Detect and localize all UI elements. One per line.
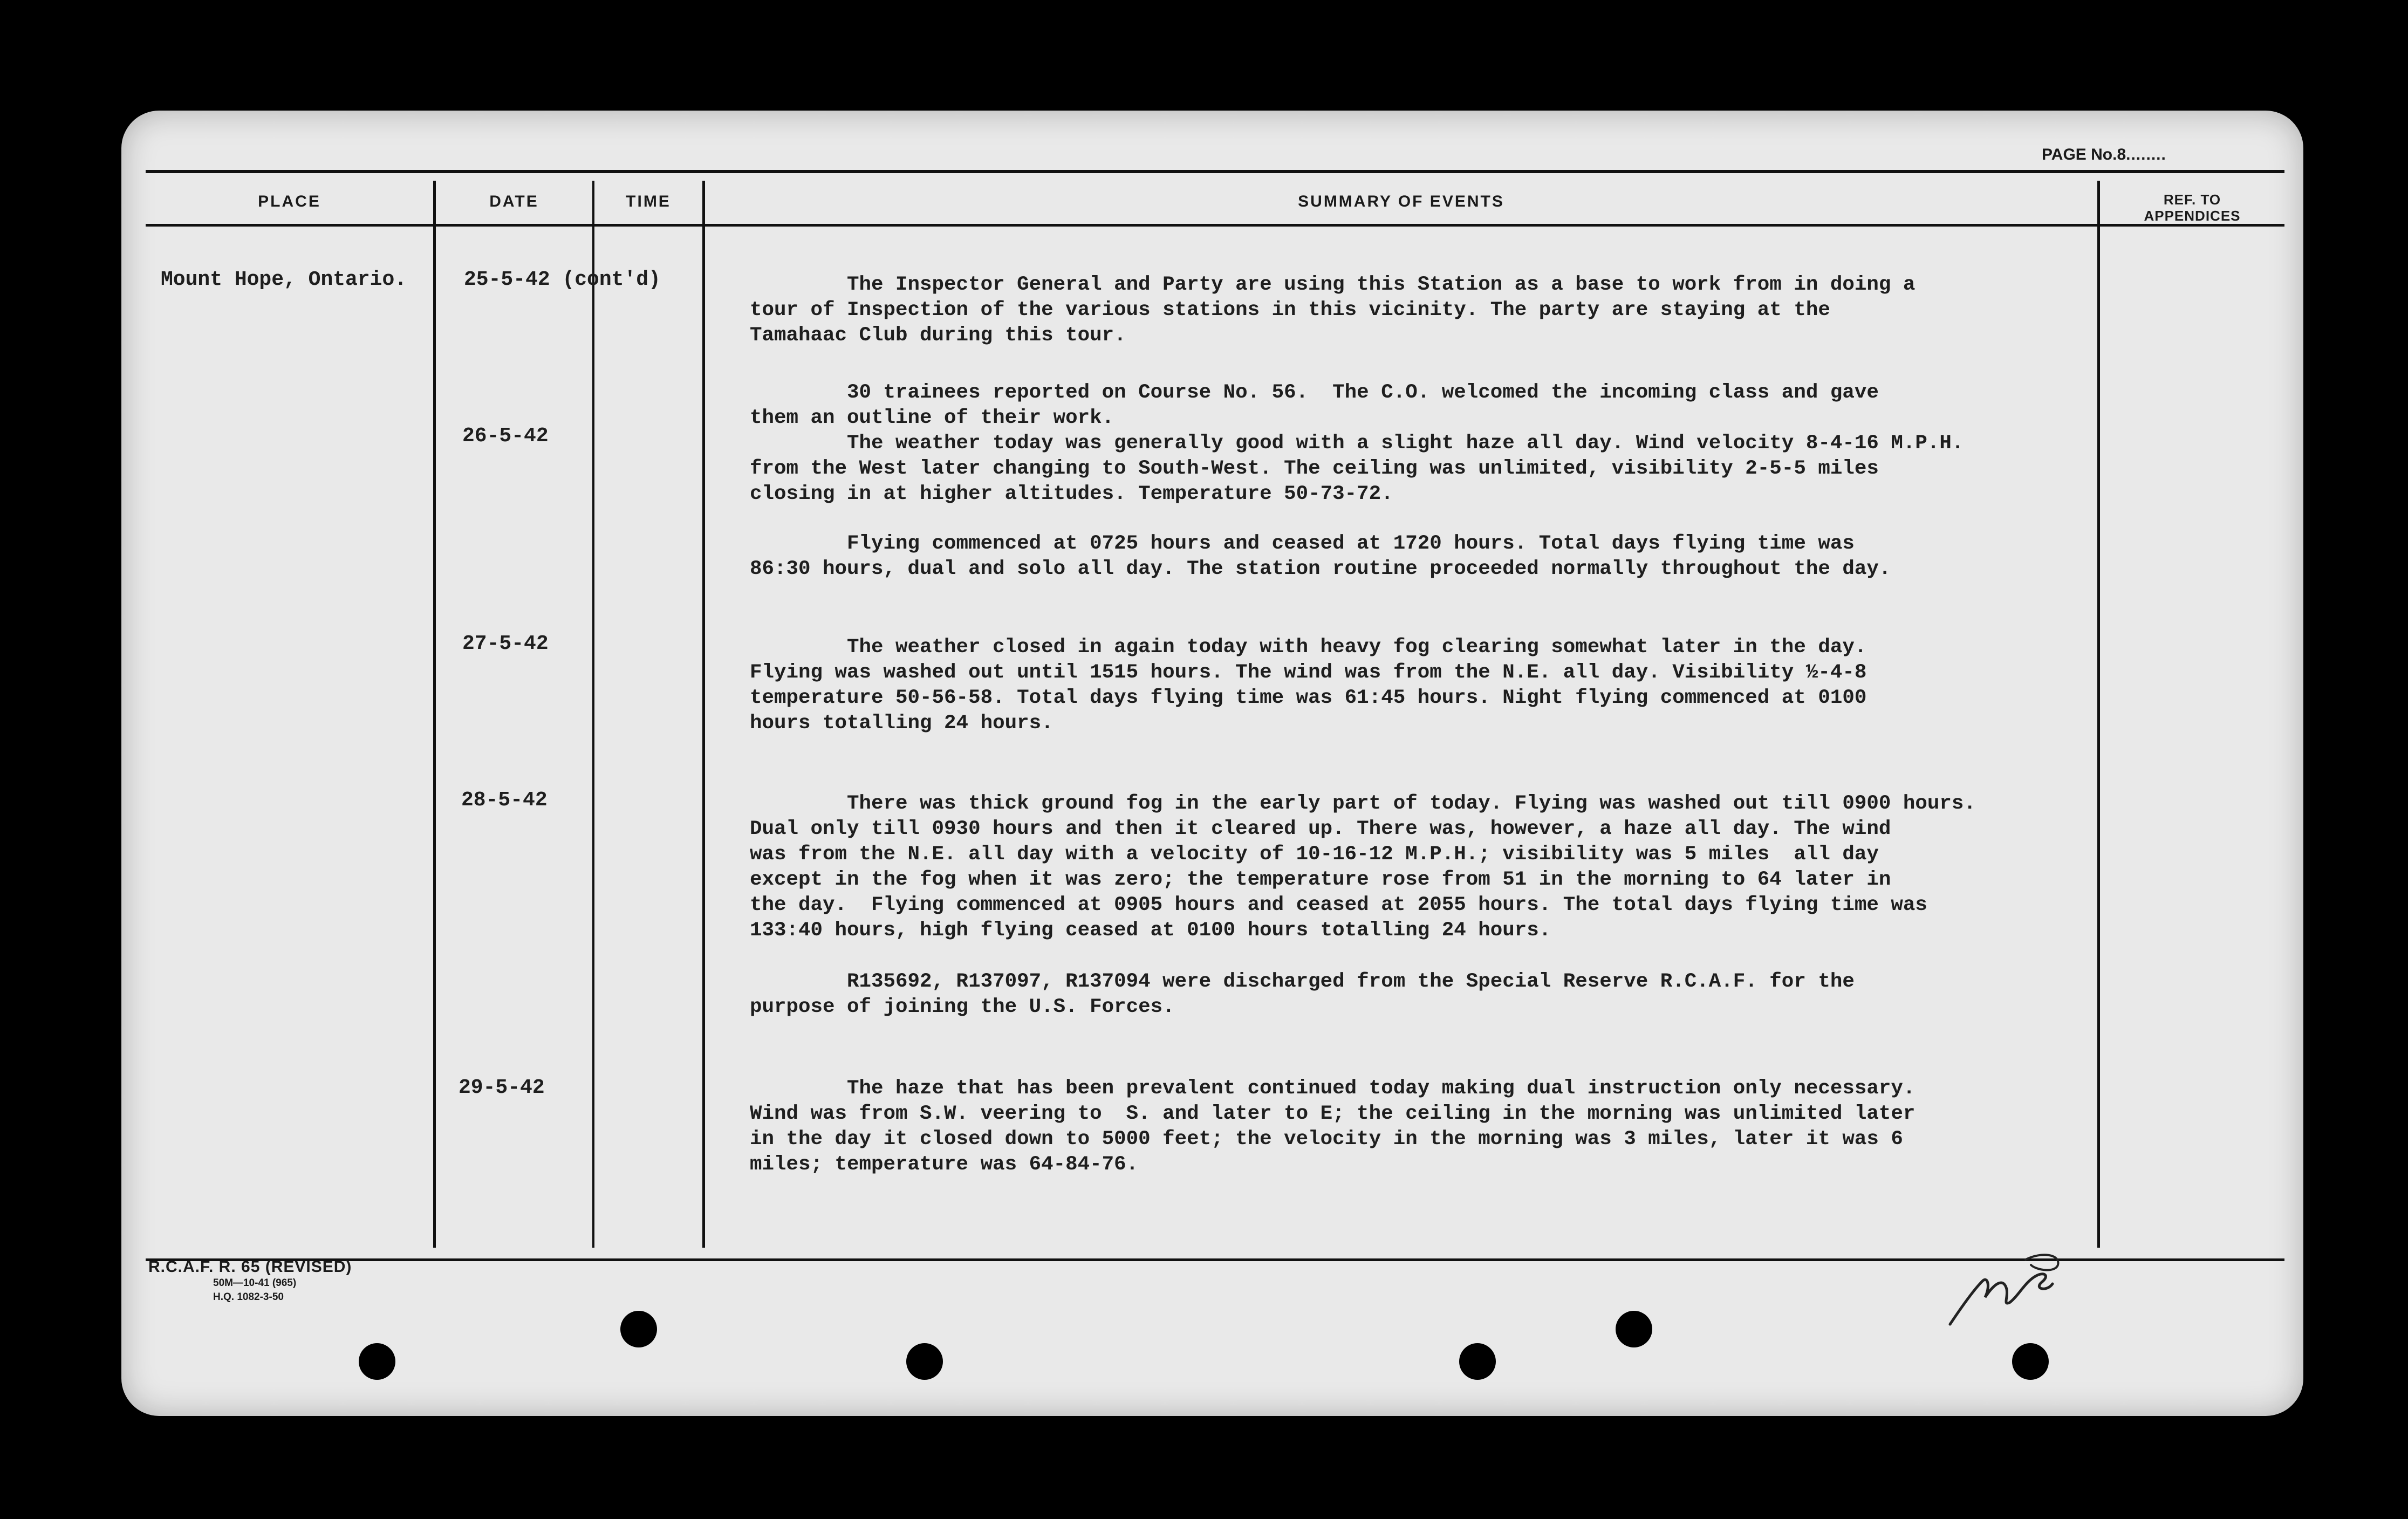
column-header-summary: SUMMARY OF EVENTS [1298, 193, 1504, 210]
date-entry-29-5-42: 29-5-42 [459, 1076, 545, 1099]
date-entry-27-5-42: 27-5-42 [462, 632, 549, 655]
summary-paragraph-discharges: R135692, R137097, R137094 were discharged from the Special Reserve R.C.A.F. for the purpose of joining the U.S. Forces. [750, 970, 1855, 1018]
top-rule [146, 170, 2284, 173]
summary-paragraph-trainees-weather: 30 trainees reported on Course No. 56. The C.O. welcomed the incoming class and gave them an outline of their work. The weather today was generally good with a slight haze all day. Wind velocity 8-4-16 M.P.H. from the West later changing to South-West. The ceiling was unlimited, visibility 2-5-5 miles closing in at higher altitudes. Temperature 50-73-72. [750, 381, 1964, 505]
binder-hole [620, 1311, 657, 1347]
date-column-divider [433, 181, 436, 1248]
column-header-date: DATE [489, 193, 539, 210]
binder-hole [1459, 1343, 1496, 1380]
place-entry: Mount Hope, Ontario. [161, 268, 407, 291]
date-entry-26-5-42: 26-5-42 [462, 425, 549, 448]
form-number: R.C.A.F. R. 65 (REVISED) [148, 1258, 352, 1276]
summary-paragraph-inspector-general: The Inspector General and Party are using this Station as a base to work from in doing a tour of Inspection of the various stations in this vicinity. The party are staying at the Tamahaac Club during this tour. [750, 273, 1916, 347]
form-identifier [148, 1258, 352, 1304]
ref-label-line1: REF. TO [2163, 191, 2221, 208]
diary-form-card [121, 111, 2303, 1416]
binder-hole [906, 1343, 943, 1380]
column-header-time: TIME [626, 193, 671, 210]
column-header-ref-appendices [2100, 191, 2284, 224]
time-column-divider [592, 181, 594, 1248]
page-number-label: PAGE No. [2042, 146, 2117, 163]
form-hq-code: H.Q. 1082-3-50 [213, 1291, 284, 1303]
form-print-code: 50M—10-41 (965) [213, 1277, 297, 1289]
date-entry-28-5-42: 28-5-42 [461, 789, 548, 812]
binder-hole [2012, 1343, 2049, 1380]
summary-column-divider [702, 181, 705, 1248]
summary-paragraph-weather-28: There was thick ground fog in the early part of today. Flying was washed out till 0900 hours. Dual only till 0930 hours and then it cleared up. There was, however, a haze all day. The wind was from the N.E. all day with a velocity of 10-16-12 M.P.H.; visibility was 5 miles all day except in the fog when it was zero; the temperature rose from 51 in the morning to 64 later in the day. Flying commenced at 0905 hours and ceased at 2055 hours. The total days flying time was 133:40 hours, high flying ceased at 0100 hours totalling 24 hours. [750, 792, 1976, 942]
page-number-dots: ........ [2126, 146, 2166, 163]
date-entry-25-5-42: 25-5-42 (cont'd) [464, 268, 661, 291]
summary-paragraph-flying-26: Flying commenced at 0725 hours and ceased at 1720 hours. Total days flying time was 86:30 hours, dual and solo all day. The station routine proceeded normally throughout the day. [750, 532, 1891, 580]
binder-hole [359, 1343, 395, 1380]
page-number [2042, 146, 2166, 164]
column-header-place: PLACE [258, 193, 321, 210]
handwritten-initials [1945, 1238, 2069, 1332]
summary-paragraph-weather-29: The haze that has been prevalent continued today making dual instruction only necessary. Wind was from S.W. veering to S. and later to E; the ceiling in the morning was unlimited later in the day it closed down to 5000 feet; the velocity in the morning was 3 miles, later it was 6 miles; temperature was 64-84-76. [750, 1077, 1916, 1176]
binder-hole [1616, 1311, 1652, 1347]
summary-paragraph-weather-27: The weather closed in again today with heavy fog clearing somewhat later in the day. Flying was washed out until 1515 hours. The wind was from the N.E. all day. Visibility ½-4-8 temperature 50-56-58. Total days flying time was 61:45 hours. Night flying commenced at 0100 hours totalling 24 hours. [750, 636, 1867, 735]
page-number-value: 8 [2117, 146, 2126, 163]
header-rule [146, 224, 2284, 227]
ref-label-line2: APPENDICES [2144, 208, 2241, 224]
